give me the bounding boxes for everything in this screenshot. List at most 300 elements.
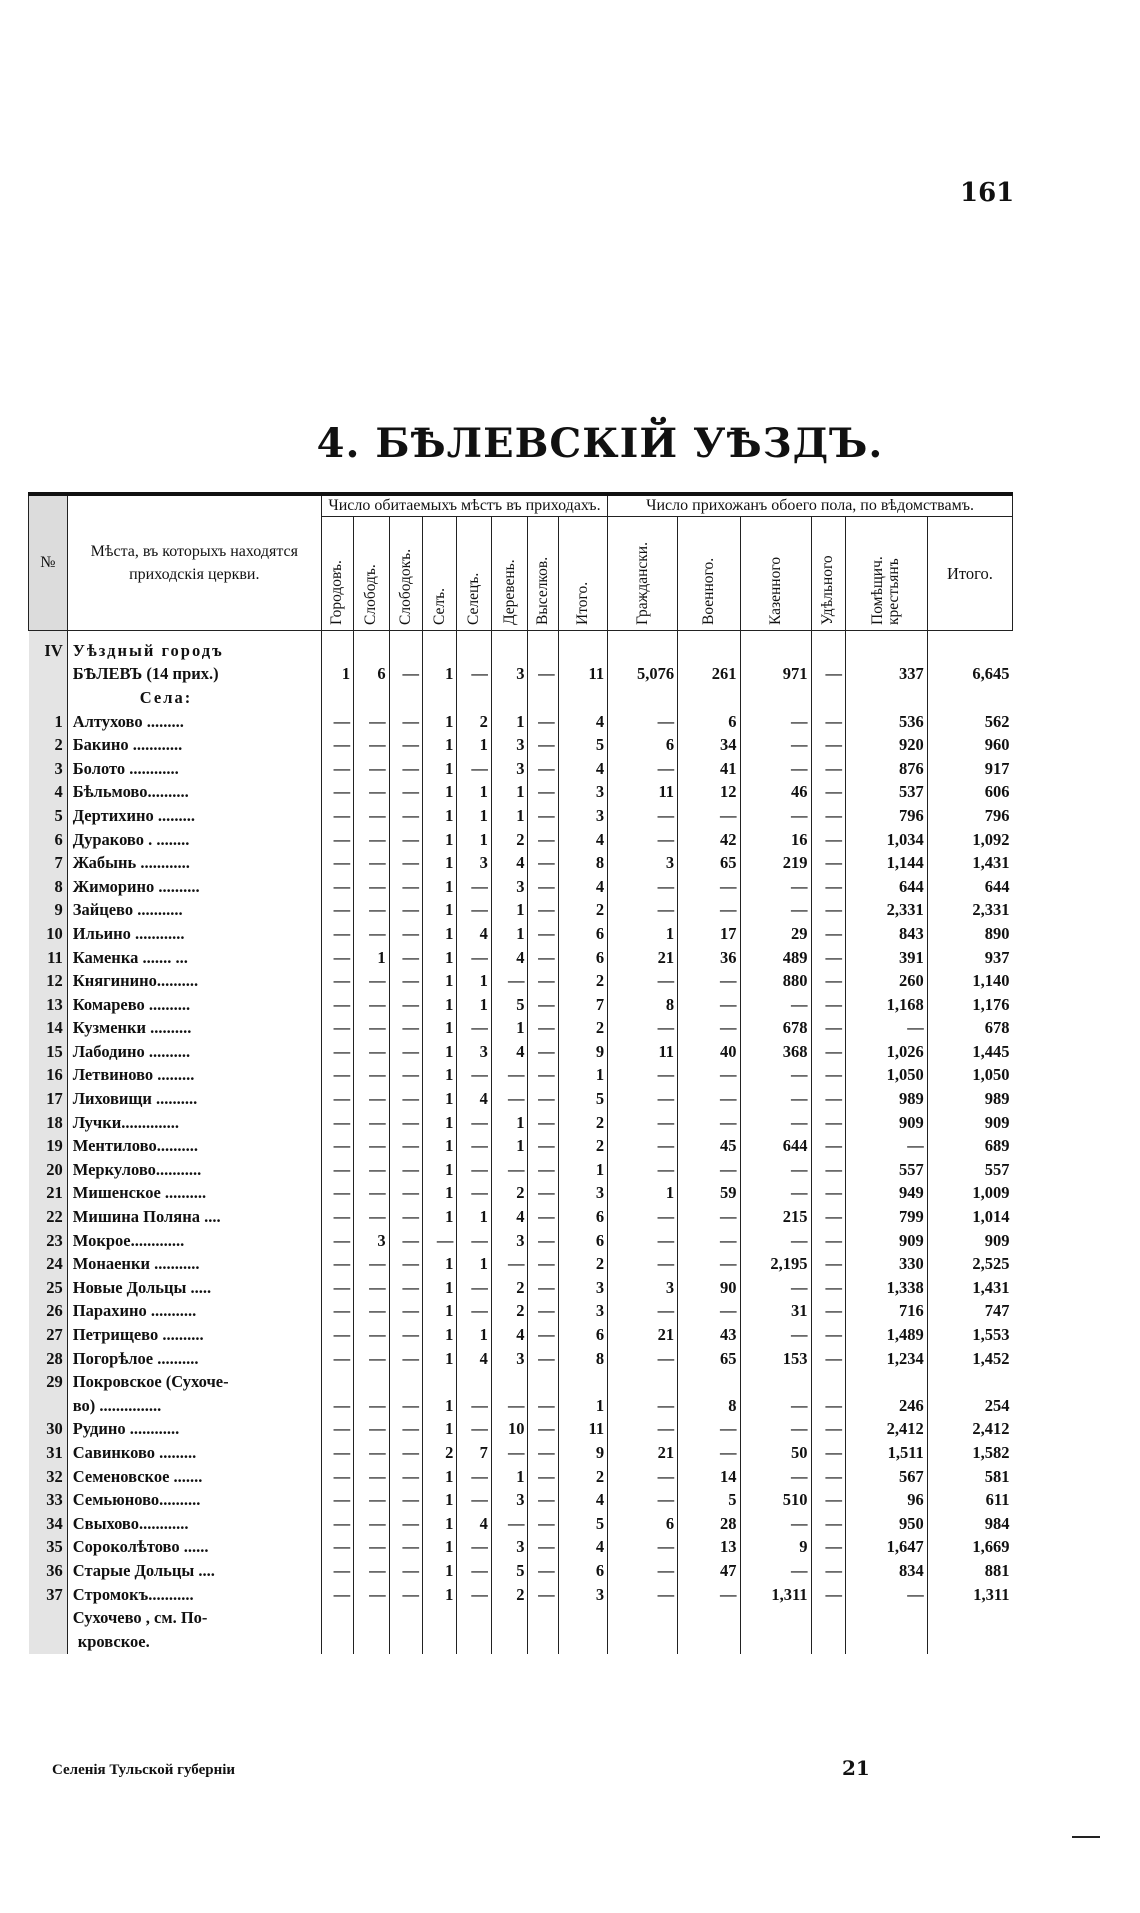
cell: 537 xyxy=(845,781,927,805)
place-name: во) ............... xyxy=(67,1394,321,1418)
cell: 2,525 xyxy=(927,1252,1012,1276)
cell: 6 xyxy=(558,946,608,970)
cell: 153 xyxy=(740,1347,811,1371)
cell: — xyxy=(321,1229,353,1253)
row-number: 22 xyxy=(29,1205,68,1229)
table-row xyxy=(29,1040,1013,1064)
cell: — xyxy=(354,1064,390,1088)
cell xyxy=(491,1370,528,1394)
row-number: IV xyxy=(29,631,68,663)
cell: — xyxy=(491,1158,528,1182)
cell: — xyxy=(389,1300,422,1324)
cell: 2 xyxy=(558,1465,608,1489)
cell: — xyxy=(811,1134,845,1158)
cell: 6 xyxy=(558,1559,608,1583)
cell: — xyxy=(608,1111,678,1135)
cell: — xyxy=(354,1087,390,1111)
cell: — xyxy=(354,1111,390,1135)
place-name: Бакино ............ xyxy=(67,733,321,757)
cell: 3 xyxy=(558,781,608,805)
cell: 2 xyxy=(422,1441,456,1465)
cell: — xyxy=(528,781,558,805)
cell: — xyxy=(354,969,390,993)
table-row xyxy=(29,1158,1013,1182)
cell: — xyxy=(528,710,558,734)
cell: — xyxy=(740,1512,811,1536)
cell: — xyxy=(354,1394,390,1418)
table-row xyxy=(29,781,1013,805)
cell: 1 xyxy=(422,804,456,828)
cell: — xyxy=(321,710,353,734)
cell: 6 xyxy=(354,663,390,687)
cell: 3 xyxy=(491,757,528,781)
cell: 1,582 xyxy=(927,1441,1012,1465)
cell: 1 xyxy=(457,733,491,757)
cell: 1 xyxy=(422,1536,456,1560)
cell: 8 xyxy=(678,1394,740,1418)
cell xyxy=(422,1370,456,1394)
place-name: Парахино ........... xyxy=(67,1300,321,1324)
cell: — xyxy=(811,1583,845,1607)
cell: 644 xyxy=(927,875,1012,899)
cell: 1,234 xyxy=(845,1347,927,1371)
col-header: Селецъ. xyxy=(457,517,491,631)
place-name: Алтухово ......... xyxy=(67,710,321,734)
cell: — xyxy=(321,1418,353,1442)
cell: 796 xyxy=(927,804,1012,828)
cell: 8 xyxy=(558,1347,608,1371)
cell: — xyxy=(321,1323,353,1347)
cell: — xyxy=(811,781,845,805)
cell: — xyxy=(457,1182,491,1206)
cell: — xyxy=(608,1559,678,1583)
cell: — xyxy=(811,1017,845,1041)
cell: — xyxy=(608,1017,678,1041)
row-number: 14 xyxy=(29,1017,68,1041)
table-row xyxy=(29,1583,1013,1607)
cell: — xyxy=(528,1087,558,1111)
cell: 42 xyxy=(678,828,740,852)
cell: — xyxy=(811,851,845,875)
cell: 1 xyxy=(422,1064,456,1088)
table-row xyxy=(29,1559,1013,1583)
cell: 6 xyxy=(558,1205,608,1229)
cell: 5,076 xyxy=(608,663,678,687)
place-name: Мишенское .......... xyxy=(67,1182,321,1206)
cell: 5 xyxy=(558,1087,608,1111)
cell: — xyxy=(354,1488,390,1512)
cell: — xyxy=(811,1182,845,1206)
cell: — xyxy=(354,804,390,828)
cell: 10 xyxy=(491,1418,528,1442)
row-number: 17 xyxy=(29,1087,68,1111)
cell: 1 xyxy=(422,969,456,993)
cell: 716 xyxy=(845,1300,927,1324)
cell: 1,553 xyxy=(927,1323,1012,1347)
cell: — xyxy=(389,1394,422,1418)
cell: — xyxy=(740,1111,811,1135)
cell: — xyxy=(678,1017,740,1041)
cell: — xyxy=(389,1441,422,1465)
cell: — xyxy=(321,1040,353,1064)
cell: 4 xyxy=(457,922,491,946)
cell: — xyxy=(811,1536,845,1560)
row-number: 28 xyxy=(29,1347,68,1371)
cell: — xyxy=(457,1300,491,1324)
col-header: Казенного xyxy=(740,517,811,631)
cell: 909 xyxy=(845,1229,927,1253)
cell: 11 xyxy=(608,781,678,805)
cell: — xyxy=(354,1512,390,1536)
cell: — xyxy=(811,922,845,946)
place-name: Комарево .......... xyxy=(67,993,321,1017)
cell: 1 xyxy=(422,710,456,734)
cell: — xyxy=(389,1488,422,1512)
register-table xyxy=(28,492,1013,1654)
cell: — xyxy=(321,1087,353,1111)
cell: — xyxy=(389,922,422,946)
cell: — xyxy=(321,969,353,993)
cell: 747 xyxy=(927,1300,1012,1324)
cell: — xyxy=(811,1323,845,1347)
cell: 7 xyxy=(558,993,608,1017)
table-row xyxy=(29,1134,1013,1158)
cell: — xyxy=(354,1465,390,1489)
cell: 557 xyxy=(845,1158,927,1182)
cell: 1,176 xyxy=(927,993,1012,1017)
table-row xyxy=(29,1418,1013,1442)
cell: — xyxy=(608,1583,678,1607)
cell: — xyxy=(528,1252,558,1276)
cell: 890 xyxy=(927,922,1012,946)
cell: 9 xyxy=(558,1441,608,1465)
cell: — xyxy=(528,663,558,687)
col-header: Военного. xyxy=(678,517,740,631)
cell: — xyxy=(457,875,491,899)
cell: — xyxy=(491,969,528,993)
col-header: Итого. xyxy=(927,517,1012,631)
cell: — xyxy=(321,1300,353,1324)
cell: — xyxy=(321,851,353,875)
col-header: Помѣщич. крестьянъ xyxy=(845,517,927,631)
cell: — xyxy=(389,733,422,757)
villages-label-row xyxy=(29,686,1013,710)
cell: 12 xyxy=(678,781,740,805)
cell: 4 xyxy=(491,1040,528,1064)
cell: — xyxy=(740,1465,811,1489)
cell: 1,338 xyxy=(845,1276,927,1300)
cell: — xyxy=(528,1512,558,1536)
cell: 1 xyxy=(354,946,390,970)
table-row xyxy=(29,804,1013,828)
cell: — xyxy=(491,1064,528,1088)
cell: — xyxy=(678,1418,740,1442)
cell: — xyxy=(354,1323,390,1347)
cell: 46 xyxy=(740,781,811,805)
cell: 3 xyxy=(491,1347,528,1371)
cell: 1 xyxy=(422,781,456,805)
cell: — xyxy=(354,1300,390,1324)
cell: — xyxy=(321,757,353,781)
row-number: 20 xyxy=(29,1158,68,1182)
cell: — xyxy=(457,899,491,923)
cell: — xyxy=(354,1040,390,1064)
cell: 6,645 xyxy=(927,663,1012,687)
header-group-places: Число обитаемыхъ мѣстъ въ приходахъ. xyxy=(321,494,607,517)
place-name: Мишина Поляна .... xyxy=(67,1205,321,1229)
place-name: Сороколѣтово ...... xyxy=(67,1536,321,1560)
place-name: Рудино ............ xyxy=(67,1418,321,1442)
cell: 1 xyxy=(422,899,456,923)
cell: 4 xyxy=(491,1323,528,1347)
cell: 1,431 xyxy=(927,1276,1012,1300)
cell: 1 xyxy=(491,922,528,946)
row-number: 34 xyxy=(29,1512,68,1536)
cell: — xyxy=(457,757,491,781)
cell: 1 xyxy=(457,804,491,828)
row-number: 18 xyxy=(29,1111,68,1135)
cell: 2,412 xyxy=(845,1418,927,1442)
row-number: 29 xyxy=(29,1370,68,1394)
cell: — xyxy=(528,1134,558,1158)
cell: — xyxy=(811,1512,845,1536)
cell: — xyxy=(740,1158,811,1182)
cell: 1,445 xyxy=(927,1040,1012,1064)
table-row xyxy=(29,851,1013,875)
table-row xyxy=(29,1512,1013,1536)
cell: — xyxy=(354,710,390,734)
cell: 1 xyxy=(422,1252,456,1276)
cell: — xyxy=(678,1205,740,1229)
cell: — xyxy=(457,1064,491,1088)
cell: 1,140 xyxy=(927,969,1012,993)
header-no: № xyxy=(29,494,68,631)
cell: — xyxy=(389,899,422,923)
cell: 2 xyxy=(491,1276,528,1300)
cell: — xyxy=(811,1276,845,1300)
cell: 65 xyxy=(678,851,740,875)
cell: — xyxy=(321,922,353,946)
cell: 644 xyxy=(845,875,927,899)
cell: — xyxy=(422,1229,456,1253)
cell: — xyxy=(354,781,390,805)
cell: — xyxy=(354,1536,390,1560)
cell: — xyxy=(354,1017,390,1041)
cell: 1 xyxy=(457,1205,491,1229)
cell: 2 xyxy=(491,1182,528,1206)
table-row xyxy=(29,1370,1013,1394)
cell: 3 xyxy=(491,1488,528,1512)
cell: — xyxy=(678,1252,740,1276)
cell: — xyxy=(608,1134,678,1158)
cell: — xyxy=(678,1064,740,1088)
place-name: Дураково . ........ xyxy=(67,828,321,852)
footer-signature: Селенія Тульской губерніи xyxy=(52,1762,236,1778)
table-row xyxy=(29,969,1013,993)
cell: — xyxy=(528,1347,558,1371)
cell: — xyxy=(321,1394,353,1418)
row-number: 37 xyxy=(29,1583,68,1607)
cell: — xyxy=(528,1182,558,1206)
cell: 3 xyxy=(491,875,528,899)
cell: 2 xyxy=(558,969,608,993)
table-row xyxy=(29,1465,1013,1489)
col-header: Городовъ. xyxy=(321,517,353,631)
cell xyxy=(927,1370,1012,1394)
cell: — xyxy=(845,1017,927,1041)
cell: — xyxy=(528,1229,558,1253)
row-number: 25 xyxy=(29,1276,68,1300)
cell: 1 xyxy=(422,1087,456,1111)
cell: 2 xyxy=(558,1252,608,1276)
cell: — xyxy=(608,969,678,993)
cell: 1 xyxy=(422,1512,456,1536)
cell: — xyxy=(608,710,678,734)
row-number: 11 xyxy=(29,946,68,970)
cell: — xyxy=(321,804,353,828)
cell: — xyxy=(321,1158,353,1182)
cell: — xyxy=(491,1512,528,1536)
table-row xyxy=(29,1536,1013,1560)
cell: — xyxy=(528,1205,558,1229)
table-row xyxy=(29,1017,1013,1041)
cell: — xyxy=(389,1134,422,1158)
cell: — xyxy=(678,875,740,899)
cell: — xyxy=(354,1347,390,1371)
cell: 9 xyxy=(558,1040,608,1064)
cell: 909 xyxy=(927,1229,1012,1253)
cell: — xyxy=(811,1229,845,1253)
cell: 3 xyxy=(608,851,678,875)
town-name: Уѣздный городъ xyxy=(67,631,321,663)
cell: — xyxy=(354,1158,390,1182)
col-header: Граждански. xyxy=(608,517,678,631)
cell: — xyxy=(740,875,811,899)
cell: 1 xyxy=(422,1418,456,1442)
cell: — xyxy=(354,828,390,852)
cell: 3 xyxy=(558,1276,608,1300)
cell: 6 xyxy=(678,710,740,734)
cell: — xyxy=(608,1158,678,1182)
cell: — xyxy=(528,828,558,852)
table-row xyxy=(29,1087,1013,1111)
cell: — xyxy=(321,1064,353,1088)
cell: — xyxy=(354,1418,390,1442)
cell: 1 xyxy=(491,1111,528,1135)
cell: — xyxy=(528,1418,558,1442)
cell: — xyxy=(608,1347,678,1371)
cell: — xyxy=(528,1017,558,1041)
cell: 2 xyxy=(558,1017,608,1041)
cell xyxy=(811,1370,845,1394)
col-header: Слободъ. xyxy=(354,517,390,631)
cell: — xyxy=(740,733,811,757)
cell: — xyxy=(321,993,353,1017)
cell: 937 xyxy=(927,946,1012,970)
cell: — xyxy=(354,922,390,946)
cell: — xyxy=(354,1441,390,1465)
row-number: 5 xyxy=(29,804,68,828)
col-header: Удѣльного xyxy=(811,517,845,631)
table-row xyxy=(29,946,1013,970)
cell: — xyxy=(321,1182,353,1206)
cell: 949 xyxy=(845,1182,927,1206)
cell: — xyxy=(389,1418,422,1442)
cell: 2,331 xyxy=(845,899,927,923)
cell: — xyxy=(845,1134,927,1158)
cell: — xyxy=(811,899,845,923)
cell: 606 xyxy=(927,781,1012,805)
place-name: Мокрое............. xyxy=(67,1229,321,1253)
cell: 59 xyxy=(678,1182,740,1206)
cell: — xyxy=(678,1229,740,1253)
cell: — xyxy=(389,1111,422,1135)
cell: — xyxy=(811,1252,845,1276)
cell: 11 xyxy=(558,663,608,687)
town-row xyxy=(29,631,1013,663)
cell: 1 xyxy=(558,1064,608,1088)
cell: 1 xyxy=(422,946,456,970)
cell: — xyxy=(389,1017,422,1041)
cell: — xyxy=(528,1394,558,1418)
cell: 1 xyxy=(608,1182,678,1206)
page-title: 4. БѢЛЕВСКІЙ УѢЗДЪ. xyxy=(316,420,884,467)
row-number: 26 xyxy=(29,1300,68,1324)
cell: — xyxy=(528,993,558,1017)
cell: 3 xyxy=(457,1040,491,1064)
cell xyxy=(740,1370,811,1394)
cell: — xyxy=(389,946,422,970)
cell: 3 xyxy=(608,1276,678,1300)
cell: 1,311 xyxy=(740,1583,811,1607)
cell: — xyxy=(678,1158,740,1182)
cell: 876 xyxy=(845,757,927,781)
table-row xyxy=(29,875,1013,899)
cell: 1,511 xyxy=(845,1441,927,1465)
table-row xyxy=(29,899,1013,923)
cell: — xyxy=(354,1205,390,1229)
cell: — xyxy=(528,1559,558,1583)
cell: — xyxy=(457,1017,491,1041)
cell: — xyxy=(457,663,491,687)
place-name: Дертихино ......... xyxy=(67,804,321,828)
cell: 2,195 xyxy=(740,1252,811,1276)
cell: 920 xyxy=(845,733,927,757)
cell: — xyxy=(389,1276,422,1300)
place-name: Каменка ....... ... xyxy=(67,946,321,970)
cell: — xyxy=(389,1583,422,1607)
cell xyxy=(528,1370,558,1394)
cell: — xyxy=(321,875,353,899)
cell: 1,014 xyxy=(927,1205,1012,1229)
cell: 1 xyxy=(422,1559,456,1583)
cell: 14 xyxy=(678,1465,740,1489)
cell: 971 xyxy=(740,663,811,687)
cell: 984 xyxy=(927,1512,1012,1536)
cell: 40 xyxy=(678,1040,740,1064)
cell: — xyxy=(608,875,678,899)
cell: 5 xyxy=(558,733,608,757)
cell: 41 xyxy=(678,757,740,781)
cell: — xyxy=(321,733,353,757)
cell xyxy=(457,1370,491,1394)
cell: — xyxy=(457,1465,491,1489)
note-text: кровское. xyxy=(67,1630,321,1654)
cell: 368 xyxy=(740,1040,811,1064)
cell: 1,009 xyxy=(927,1182,1012,1206)
table-row xyxy=(29,1182,1013,1206)
cell: 219 xyxy=(740,851,811,875)
